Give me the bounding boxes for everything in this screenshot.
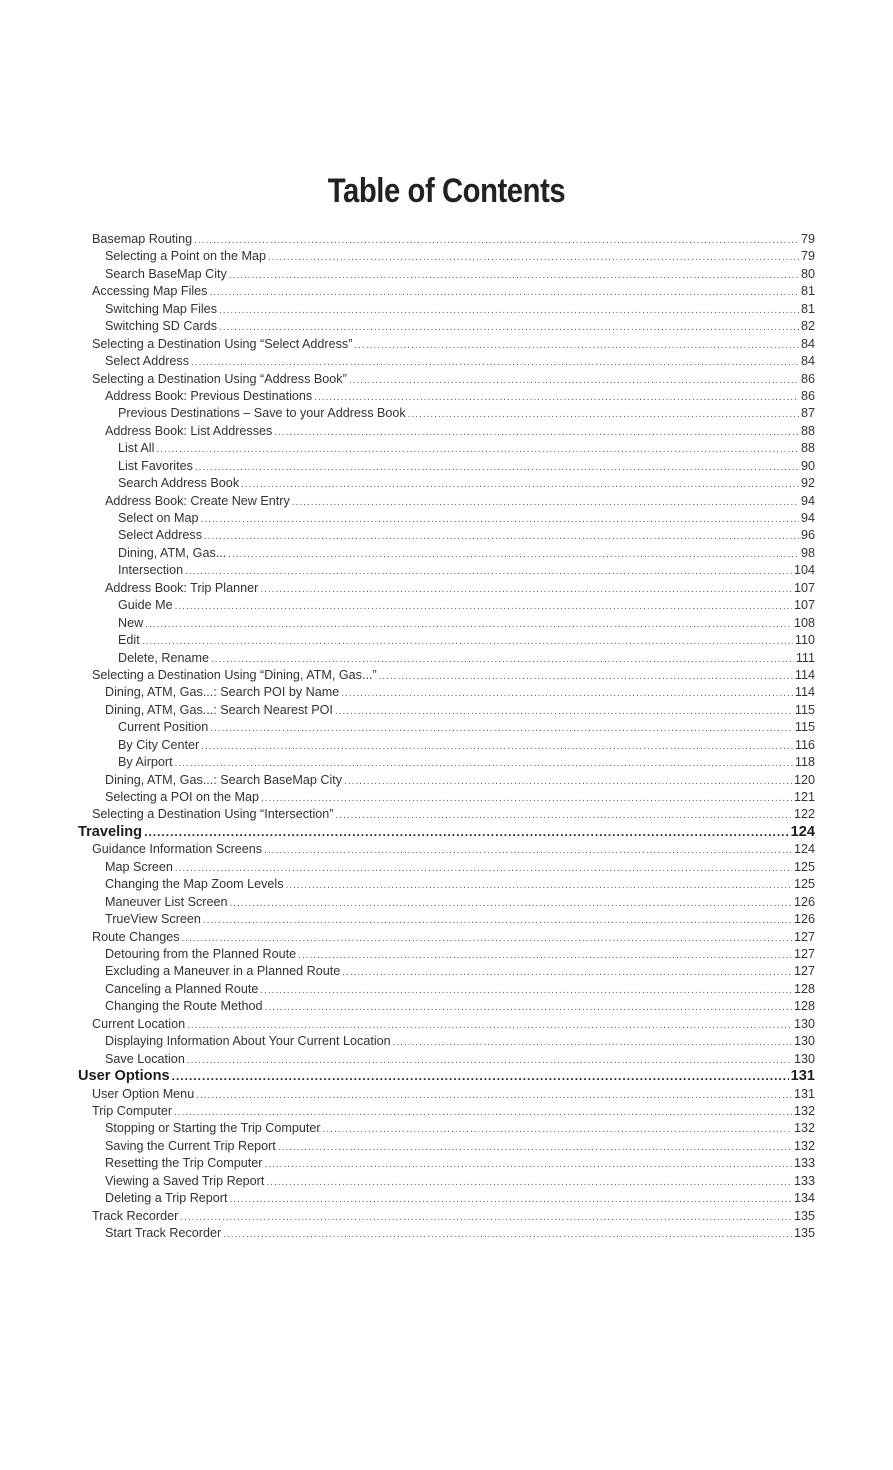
toc-dot-leader [211,651,794,667]
toc-page-number: 125 [793,859,815,874]
toc-dot-leader [260,581,792,597]
toc-dot-leader [408,406,799,422]
toc-dot-leader [241,476,799,492]
toc-page-number: 133 [793,1173,815,1188]
toc-dot-leader [209,284,799,300]
toc-entry [78,632,815,649]
toc-entry-label: Guidance Information Screens [92,842,263,857]
toc-entry [78,510,815,527]
toc-dot-leader [187,1052,792,1068]
toc-entry-label: List All [118,441,155,456]
toc-page-number: 82 [800,319,815,334]
toc-page-number: 120 [793,772,815,787]
toc-entry-label: New [118,615,144,630]
toc-dot-leader [265,999,792,1015]
toc-entry [78,1173,815,1190]
toc-entry [78,667,815,684]
toc-entry [78,562,815,579]
toc-entry [78,929,815,946]
toc-entry-label: Excluding a Maneuver in a Planned Route [105,964,341,979]
toc-page-number: 108 [793,615,815,630]
toc-section-entry [78,1068,815,1086]
toc-entry-label: Address Book: Create New Entry [105,493,290,508]
toc-dot-leader [261,790,792,806]
toc-entry [78,458,815,475]
toc-page-number: 104 [793,563,815,578]
toc-entry-label: User Options [78,1068,170,1085]
toc-entry [78,894,815,911]
toc-dot-leader [182,930,792,946]
toc-page-number: 125 [793,877,815,892]
toc-dot-leader [210,720,793,736]
toc-entry-label: Maneuver List Screen [105,894,228,909]
toc-entry [78,527,815,544]
toc-dot-leader [196,1087,792,1103]
toc-entry-label: Selecting a Destination Using “Select Address” [92,336,353,351]
toc-dot-leader [344,773,792,789]
toc-dot-leader [175,860,792,876]
toc-entry-label: Selecting a Destination Using “Address Book” [92,371,347,386]
toc-page-number: 127 [793,947,815,961]
toc-section-entry [78,824,815,842]
toc-entry-label: Viewing a Saved Trip Report [105,1173,265,1188]
toc-entry-label: Detouring from the Planned Route [105,947,297,961]
toc-entry-label: Deleting a Trip Report [105,1191,228,1206]
toc-page-number: 135 [793,1226,815,1241]
toc-entry-label: Address Book: Previous Destinations [105,388,313,403]
toc-entry-label: Address Book: List Addresses [105,423,273,438]
toc-dot-leader [230,895,792,911]
toc-entry-label: Map Screen [105,859,173,874]
toc-dot-leader [191,354,799,370]
toc-entry [78,998,815,1015]
toc-page-number: 116 [794,737,815,752]
toc-dot-leader [292,494,799,510]
toc-entry [78,1120,815,1137]
toc-entry-label: Switching SD Cards [105,319,217,334]
toc-dot-leader [230,1191,792,1207]
toc-dot-leader [265,1156,792,1172]
toc-dot-leader [185,563,792,579]
toc-dot-leader [298,947,792,963]
toc-page-number: 110 [794,633,815,648]
toc-page-number: 81 [800,301,815,316]
toc-entry [78,405,815,422]
toc-entry-label: Selecting a POI on the Map [105,790,260,804]
toc-page-number: 135 [793,1208,815,1223]
toc-page-number: 118 [794,755,815,770]
toc-page-number: 79 [800,232,815,246]
toc-dot-leader [175,755,793,771]
toc-page-number: 121 [793,790,815,804]
toc-page-number: 124 [790,823,815,840]
toc-entry-label: Search BaseMap City [105,266,227,281]
toc-dot-leader [219,302,799,318]
toc-entry-label: Trip Computer [92,1104,173,1118]
toc-dot-leader [219,319,799,335]
table-of-contents [78,231,815,1243]
toc-entry [78,493,815,510]
toc-dot-leader [194,232,799,248]
toc-entry [78,737,815,754]
toc-page-number: 115 [794,702,815,717]
toc-entry-label: Current Location [92,1016,186,1031]
toc-dot-leader [175,598,792,614]
toc-dot-leader [172,1068,789,1085]
toc-entry [78,1225,815,1242]
toc-entry-label: Intersection [118,563,184,578]
toc-entry-label: Address Book: Trip Planner [105,580,259,595]
toc-page-number: 111 [795,650,815,665]
toc-dot-leader [354,337,799,353]
toc-entry-label: Previous Destinations – Save to your Address Book [118,406,406,421]
toc-entry-label: Changing the Route Method [105,999,263,1014]
toc-page-number: 90 [800,458,815,473]
toc-page-number: 130 [793,1051,815,1066]
toc-dot-leader [180,1209,792,1225]
toc-dot-leader [349,372,799,388]
toc-dot-leader [142,633,793,649]
toc-page-number: 127 [793,929,815,944]
toc-dot-leader [274,424,799,440]
toc-entry [78,353,815,370]
toc-entry-label: Saving the Current Trip Report [105,1138,276,1153]
toc-dot-leader [201,738,793,754]
toc-page-number: 80 [800,266,815,281]
toc-entry-label: Switching Map Files [105,301,217,316]
toc-dot-leader [195,459,799,475]
toc-page-number: 88 [800,441,815,456]
toc-entry [78,789,815,806]
toc-entry-label: Route Changes [92,929,180,944]
toc-entry [78,1033,815,1050]
toc-page-number: 124 [793,842,815,857]
toc-entry [78,719,815,736]
toc-entry-label: Select Address [118,528,203,543]
toc-entry [78,283,815,300]
toc-entry [78,423,815,440]
toc-entry-label: By City Center [118,737,200,752]
toc-entry [78,1051,815,1068]
toc-entry [78,615,815,632]
toc-dot-leader [145,616,792,632]
toc-page-number: 130 [793,1034,815,1049]
toc-entry [78,772,815,789]
toc-dot-leader [335,703,793,719]
toc-entry [78,580,815,597]
toc-page-number: 94 [800,493,815,508]
toc-entry [78,1208,815,1225]
toc-entry [78,650,815,667]
toc-dot-leader [286,877,792,893]
toc-entry-label: Basemap Routing [92,232,193,246]
toc-entry-label: Start Track Recorder [105,1226,222,1241]
toc-entry [78,336,815,353]
toc-dot-leader [228,546,799,562]
toc-entry [78,1138,815,1155]
toc-page-number: 126 [793,912,815,927]
toc-dot-leader [144,824,789,841]
toc-entry [78,318,815,335]
toc-dot-leader [229,267,799,283]
toc-entry [78,702,815,719]
toc-page-number: 132 [793,1138,815,1153]
toc-entry-label: Select on Map [118,511,199,525]
toc-dot-leader [223,1226,792,1242]
toc-entry [78,1103,815,1120]
toc-entry-label: Select Address [105,354,190,369]
toc-entry-label: Accessing Map Files [92,284,208,299]
toc-entry [78,1086,815,1103]
toc-entry [78,876,815,893]
toc-page-number: 84 [800,354,815,369]
toc-page-number: 130 [793,1016,815,1031]
toc-entry-label: Dining, ATM, Gas...: Search BaseMap City [105,772,343,787]
toc-dot-leader [201,511,799,527]
toc-entry-label: Traveling [78,823,143,840]
toc-entry [78,545,815,562]
toc-entry [78,231,815,248]
toc-page-number: 98 [800,545,815,560]
toc-page-number: 128 [793,981,815,996]
toc-page-number: 81 [800,284,815,299]
toc-page-number: 126 [793,894,815,909]
toc-dot-leader [264,842,792,858]
toc-entry [78,859,815,876]
toc-entry-label: Selecting a Destination Using “Intersection” [92,807,334,822]
toc-entry [78,301,815,318]
toc-entry [78,248,815,265]
toc-entry [78,1016,815,1033]
toc-entry [78,1155,815,1172]
toc-entry-label: Displaying Information About Your Current Location [105,1034,391,1049]
toc-dot-leader [187,1017,792,1033]
toc-entry-label: Save Location [105,1051,185,1066]
toc-page-number: 94 [800,511,815,525]
toc-entry-label: Search Address Book [118,476,240,491]
toc-dot-leader [268,249,799,265]
toc-entry [78,475,815,492]
toc-entry [78,1190,815,1207]
toc-entry-label: Selecting a Point on the Map [105,249,267,264]
toc-entry-label: List Favorites [118,458,193,473]
toc-dot-leader [278,1139,792,1155]
toc-page-number: 88 [800,423,815,438]
toc-entry [78,911,815,928]
toc-page-number: 96 [800,528,815,543]
toc-entry [78,440,815,457]
toc-page-number: 84 [800,336,815,351]
toc-page-number: 114 [794,667,815,682]
toc-entry-label: TrueView Screen [105,912,201,927]
toc-dot-leader [379,668,793,684]
toc-entry [78,754,815,771]
toc-page-number: 127 [793,964,815,979]
toc-page-number: 128 [793,999,815,1014]
toc-page-number: 132 [793,1104,815,1118]
toc-entry-label: Dining, ATM, Gas... [118,545,227,560]
toc-entry-label: Resetting the Trip Computer [105,1156,263,1171]
toc-entry-label: Track Recorder [92,1208,179,1223]
toc-page-number: 107 [793,598,815,613]
toc-dot-leader [336,807,792,823]
toc-entry [78,388,815,405]
toc-page-number: 79 [800,249,815,264]
toc-dot-leader [156,441,799,457]
toc-entry [78,266,815,283]
toc-dot-leader [342,964,792,980]
page-title: Table of Contents [327,172,566,210]
toc-dot-leader [204,528,799,544]
toc-entry-label: Dining, ATM, Gas...: Search Nearest POI [105,702,333,717]
toc-entry [78,371,815,388]
toc-entry [78,597,815,614]
toc-dot-leader [174,1104,792,1120]
toc-dot-leader [314,389,799,405]
toc-dot-leader [203,912,792,928]
toc-entry [78,981,815,998]
toc-entry-label: Current Position [118,720,209,735]
toc-entry-label: Guide Me [118,598,173,613]
toc-entry-label: By Airport [118,755,173,770]
toc-dot-leader [393,1034,792,1050]
toc-entry-label: Changing the Map Zoom Levels [105,877,284,892]
toc-page-number: 107 [793,580,815,595]
toc-page-number: 131 [790,1068,815,1085]
toc-entry [78,963,815,980]
toc-page-number: 114 [794,685,815,700]
toc-entry-label: Edit [118,633,140,648]
toc-page-number: 86 [800,371,815,386]
toc-page-number: 122 [793,807,815,822]
toc-dot-leader [260,982,792,998]
toc-entry-label: Selecting a Destination Using “Dining, ATM, Gas...” [92,667,377,682]
toc-entry [78,806,815,823]
toc-entry-label: Stopping or Starting the Trip Computer [105,1121,321,1136]
toc-entry [78,946,815,963]
toc-dot-leader [323,1121,792,1137]
toc-page-number: 133 [793,1156,815,1171]
toc-entry-label: User Option Menu [92,1086,195,1101]
toc-page-number: 87 [800,406,815,421]
toc-page-number: 86 [800,388,815,403]
toc-page-number: 132 [793,1121,815,1136]
toc-page-number: 92 [800,476,815,491]
toc-entry [78,684,815,701]
toc-entry-label: Dining, ATM, Gas...: Search POI by Name [105,685,340,700]
toc-page-number: 134 [793,1191,815,1206]
toc-page-number: 131 [793,1086,815,1101]
toc-entry-label: Canceling a Planned Route [105,981,259,996]
toc-entry-label: Delete, Rename [118,650,210,665]
toc-entry [78,841,815,858]
toc-dot-leader [341,685,793,701]
toc-page-number: 115 [794,720,815,735]
toc-dot-leader [266,1174,792,1190]
